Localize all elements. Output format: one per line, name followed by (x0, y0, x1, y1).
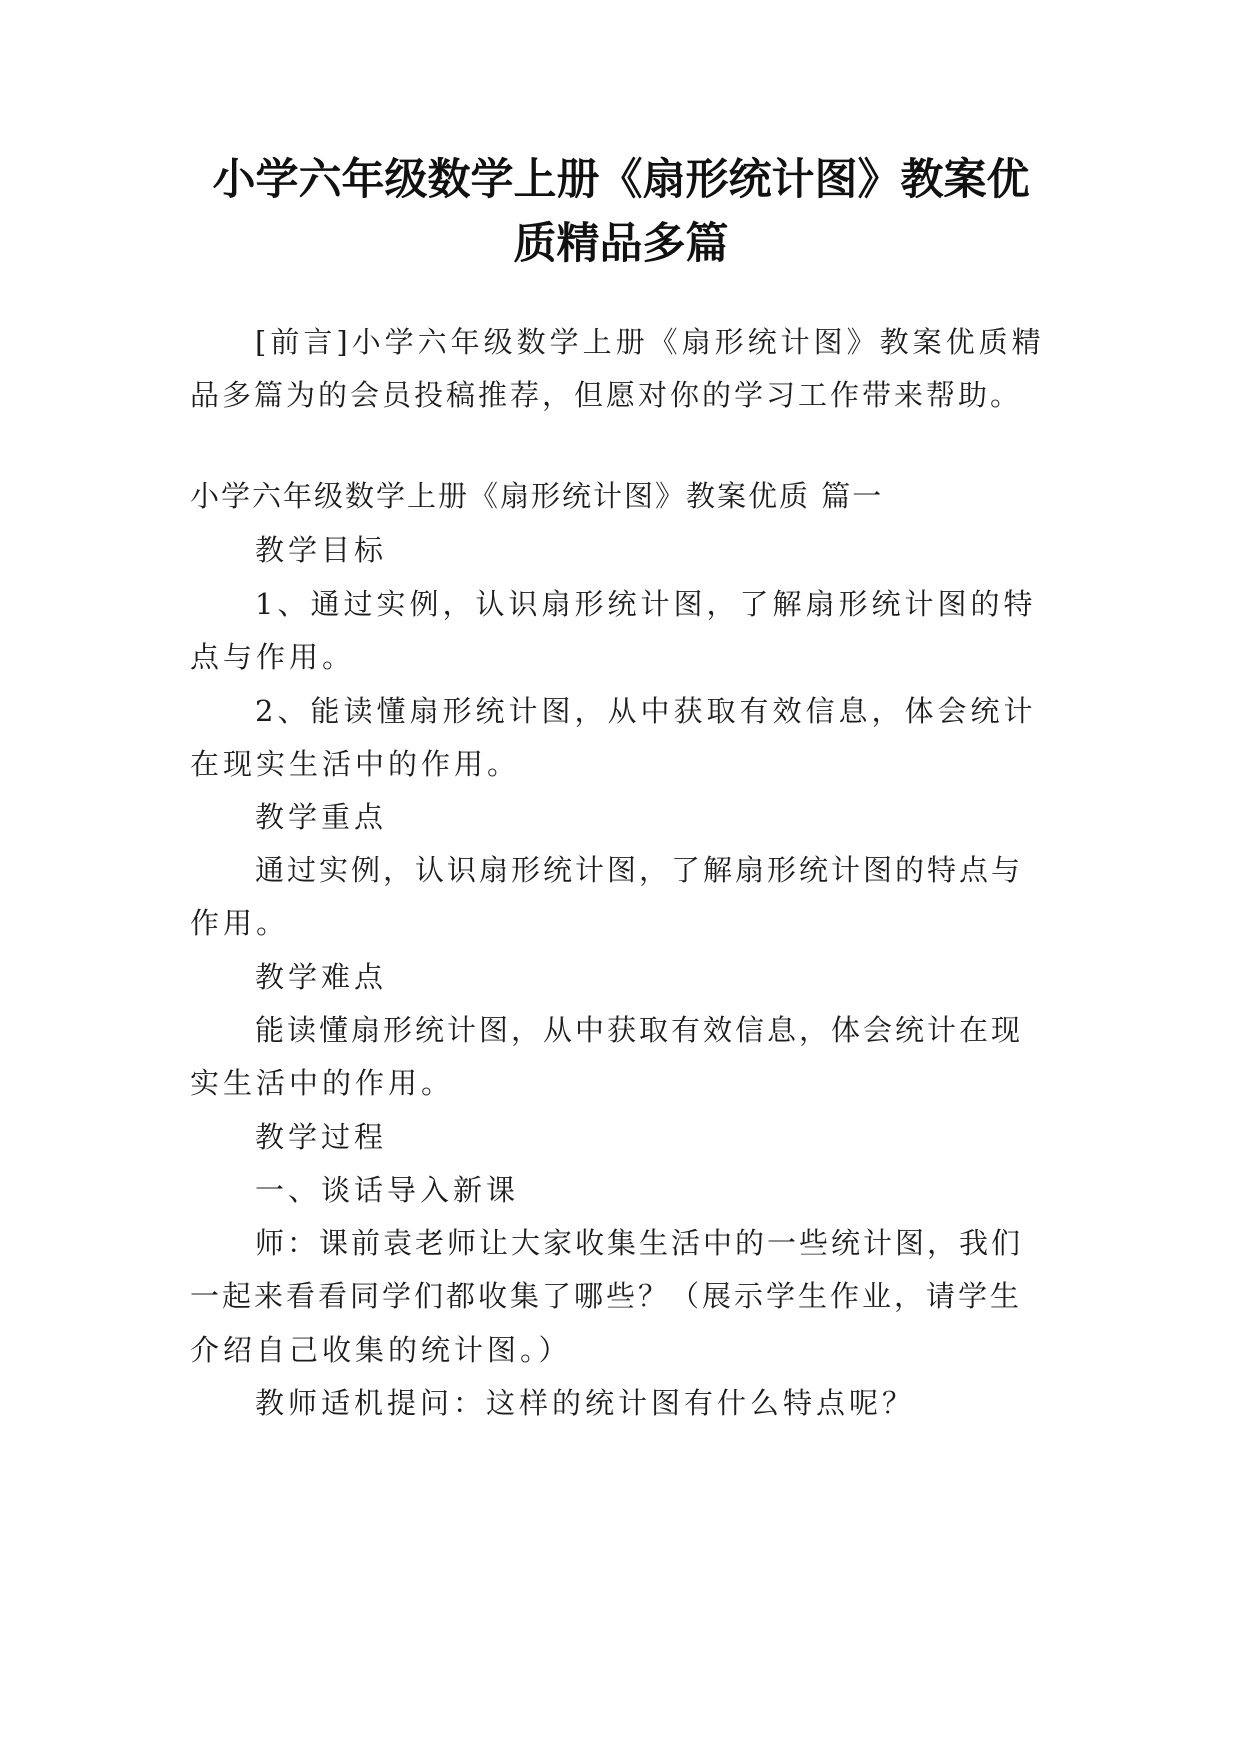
paragraph-line: 一、谈话导入新课 (255, 1173, 520, 1207)
paragraph-line: 能读懂扇形统计图，从中获取有效信息，体会统计在现 (255, 1013, 1024, 1047)
document-title (190, 148, 1052, 276)
preface-line-2: 品多篇为的会员投稿推荐，但愿对你的学习工作带来帮助。 (190, 378, 1023, 412)
paragraph-line: 作用。 (190, 906, 290, 940)
paragraph-line: 2、能读懂扇形统计图，从中获取有效信息，体会统计 (255, 694, 1037, 728)
paragraph-line: 教学过程 (255, 1120, 388, 1154)
paragraph-line: 教师适机提问：这样的统计图有什么特点呢？ (255, 1386, 916, 1420)
paragraph-line: 通过实例，认识扇形统计图，了解扇形统计图的特点与 (255, 853, 1024, 887)
paragraph-line: 点与作用。 (190, 640, 356, 674)
paragraph-line: 介绍自己收集的统计图。） (190, 1333, 572, 1367)
title-line-1: 小学六年级数学上册《扇形统计图》教案优 (212, 155, 1030, 205)
paragraph-line: 一起来看看同学们都收集了哪些？（展示学生作业，请学生 (190, 1279, 1023, 1313)
paragraph-line: 实生活中的作用。 (190, 1066, 455, 1100)
section-heading: 小学六年级数学上册《扇形统计图》教案优质 篇一 (190, 479, 884, 513)
preface-line-1: [前言]小学六年级数学上册《扇形统计图》教案优质精 (255, 325, 1045, 359)
paragraph-line: 教学目标 (255, 533, 388, 567)
paragraph-line: 教学重点 (255, 800, 388, 834)
paragraph-line: 1、通过实例，认识扇形统计图，了解扇形统计图的特 (255, 587, 1037, 621)
paragraph-line: 教学难点 (255, 960, 388, 994)
title-line-2: 质精品多篇 (513, 219, 729, 269)
paragraph-line: 在现实生活中的作用。 (190, 747, 521, 781)
paragraph-line: 师：课前袁老师让大家收集生活中的一些统计图，我们 (255, 1226, 1024, 1260)
